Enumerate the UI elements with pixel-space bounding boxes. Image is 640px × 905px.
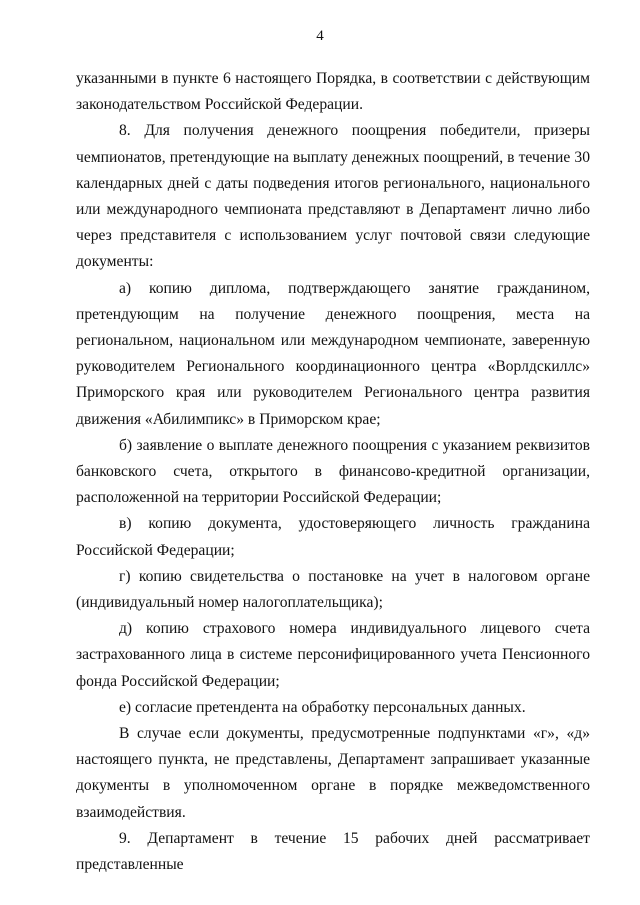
paragraph-subitem-g: г) копию свидетельства о постановке на учет в налоговом органе (индивидуальный номер налогоплательщика); [76, 567, 590, 612]
paragraph-subitem-a: а) копию диплома, подтверждающего занятие гражданином, претендующим на получение денежного поощрения, места на региональном, национальном или международном чемпионате, заверенную руководителем Регионального координационного центра «Ворлдскиллс» Приморского края или руководителем Регионального центра развития движения «Абилимпикс» в Приморском крае; [76, 279, 590, 428]
paragraph-continuation: указанными в пункте 6 настоящего Порядка, в соответствии с действующим законодательством Российской Федерации. [76, 70, 590, 114]
paragraph-subitem-e: е) согласие претендента на обработку персональных данных. [119, 698, 526, 716]
paragraph-item-9: 9. Департамент в течение 15 рабочих дней рассматривает представленные [76, 829, 590, 874]
page-number: 4 [316, 28, 324, 44]
paragraph-interagency-request: В случае если документы, предусмотренные подпунктами «г», «д» настоящего пункта, не представлены, Департамент запрашивает указанные документы в уполномоченном органе в порядке межведомственного взаимодействия. [76, 725, 590, 821]
document-body [76, 66, 590, 878]
paragraph-subitem-v: в) копию документа, удостоверяющего личность гражданина Российской Федерации; [76, 515, 590, 559]
paragraph-subitem-b: б) заявление о выплате денежного поощрения с указанием реквизитов банковского счета, открытого в финансово-кредитной организации, расположенной на территории Российской Федерации; [76, 436, 590, 507]
paragraph-item-8: 8. Для получения денежного поощрения победители, призеры чемпионатов, претендующие на выплату денежных поощрений, в течение 30 календарных дней с даты подведения итогов регионального, национального или международного чемпионата представляют в Департамент лично либо через представителя с использованием услуг почтовой связи следующие документы: [76, 122, 590, 271]
paragraph-subitem-d: д) копию страхового номера индивидуального лицевого счета застрахованного лица в системе персонифицированного учета Пенсионного фонда Российской Федерации; [76, 620, 590, 690]
